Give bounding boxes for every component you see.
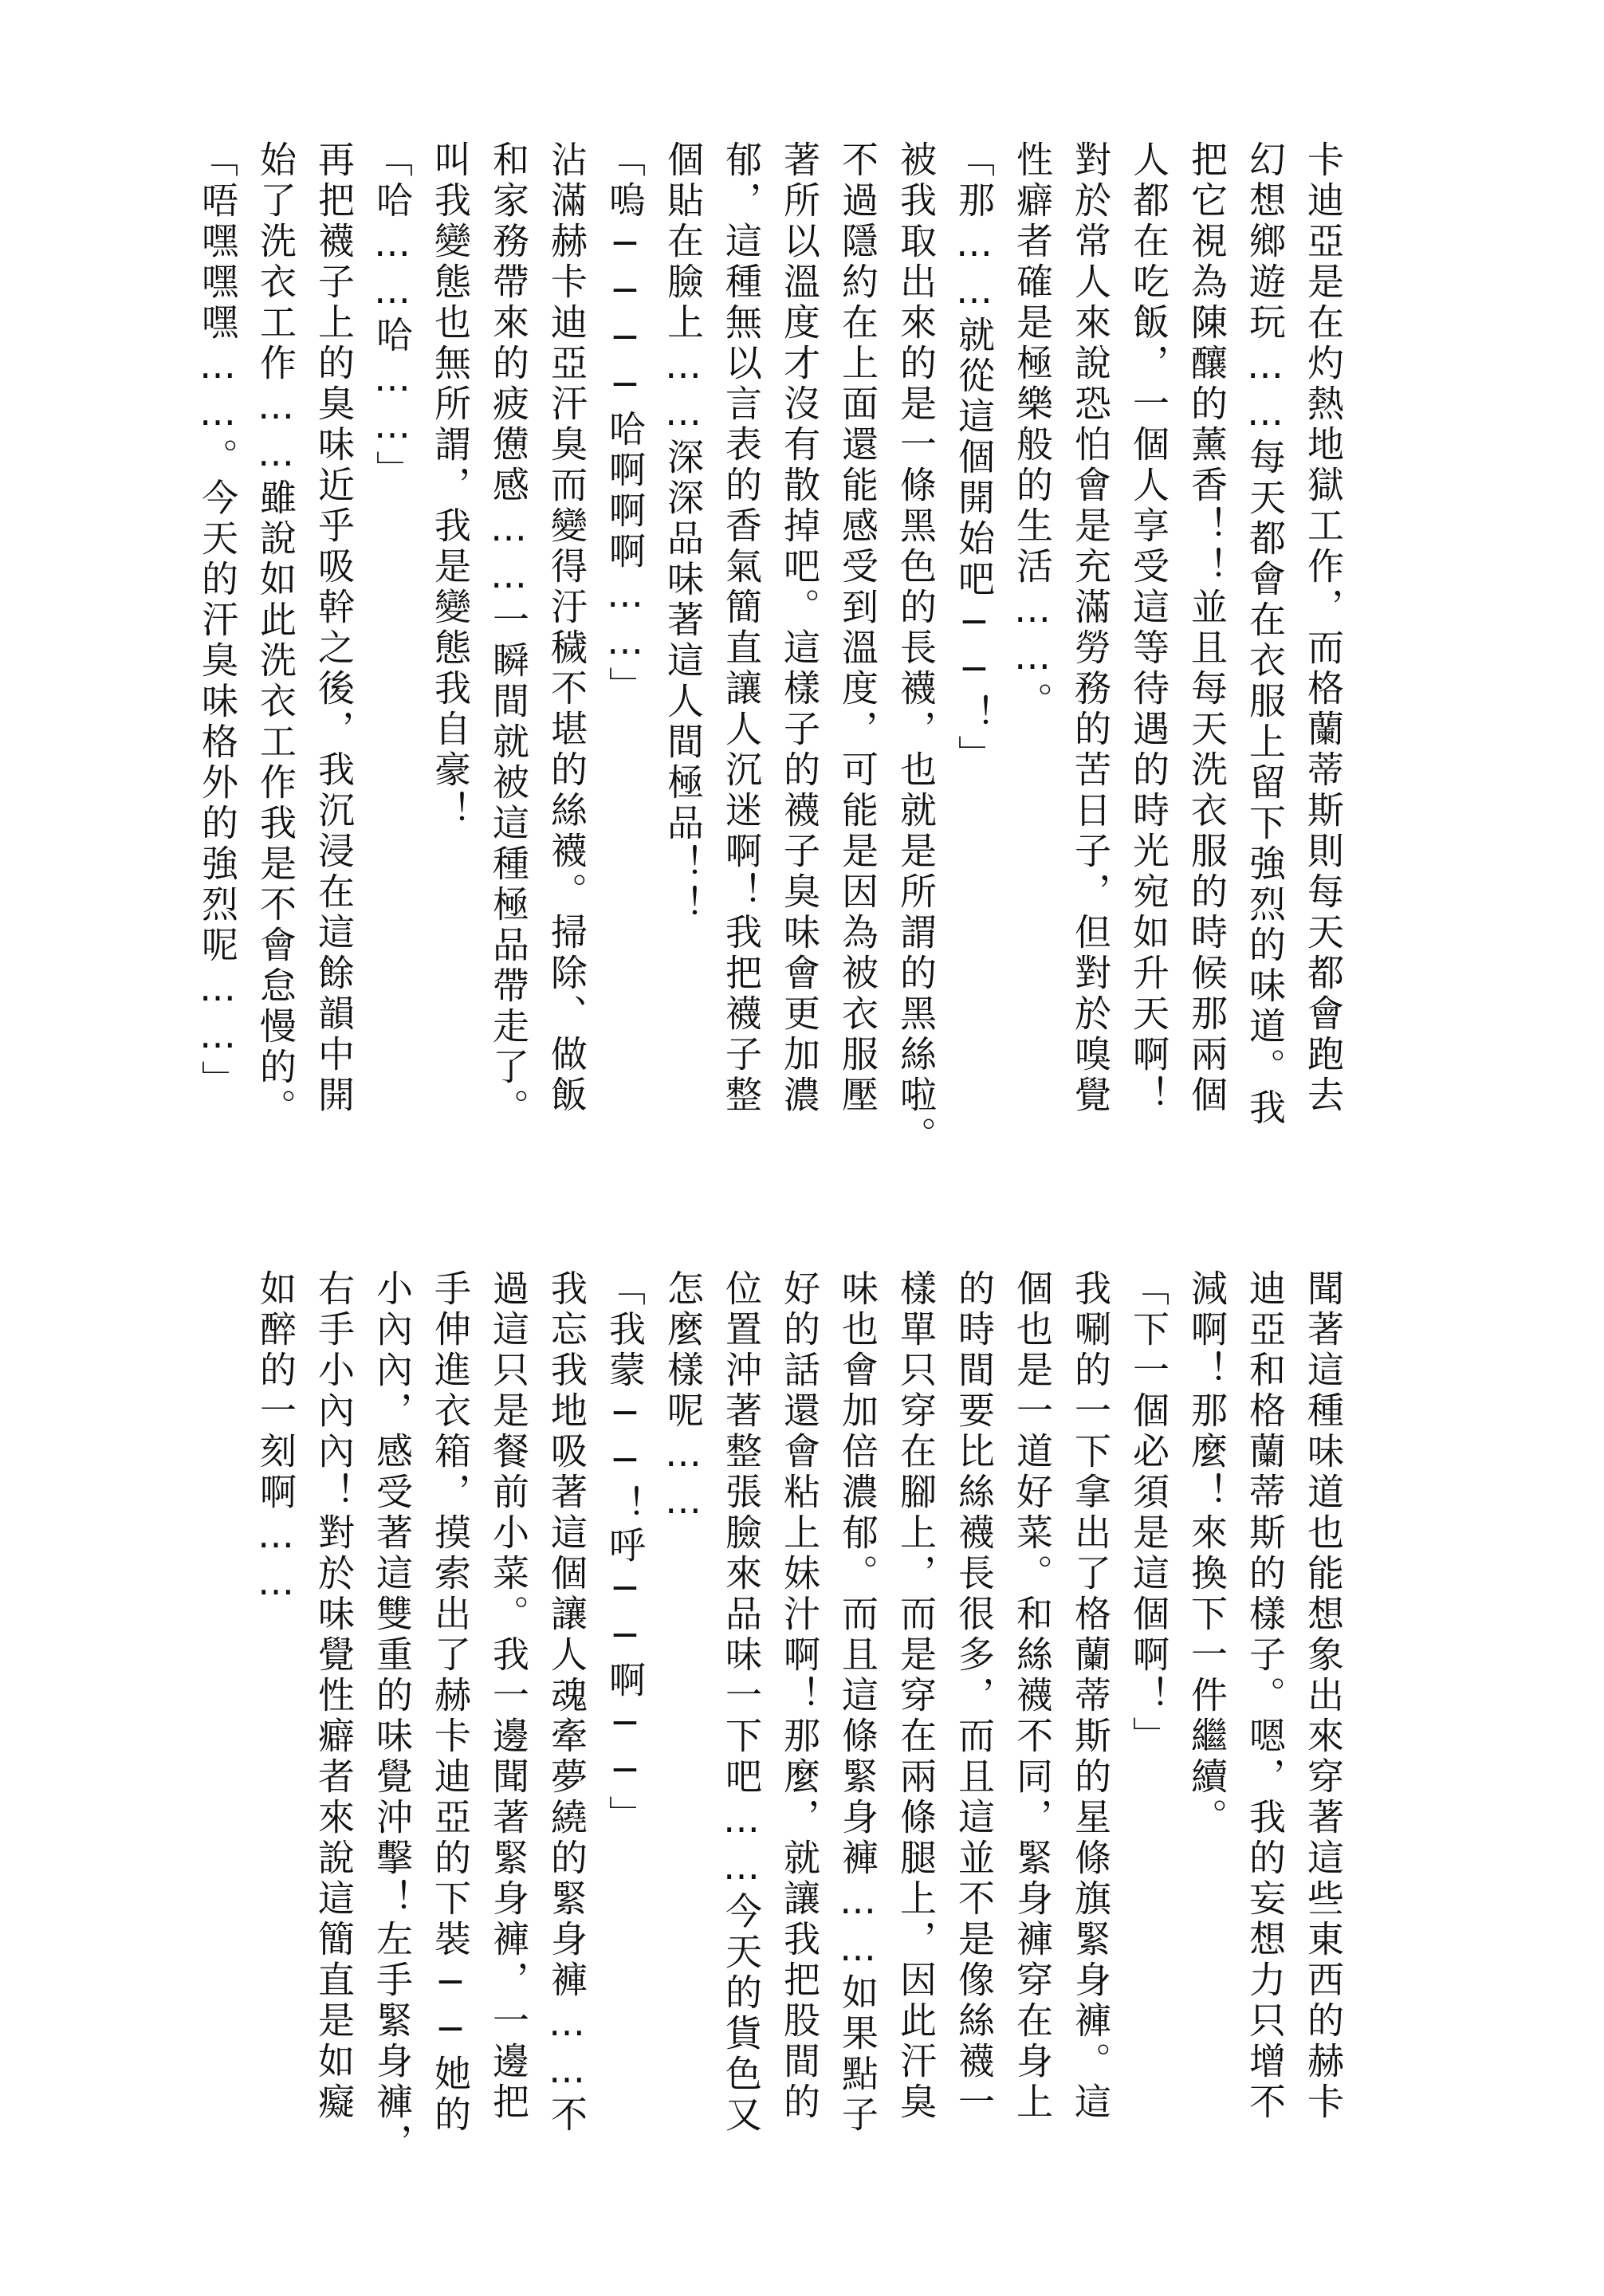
text-line: 人都在吃飯，一個人享受這等待遇的時光宛如升天啊！: [1127, 140, 1170, 1116]
text-line: 味也會加倍濃郁。而且這條緊身褲……如果點子: [836, 1269, 879, 2136]
text-line: 聞著這種味道也能想象出來穿著這些東西的赫卡: [1302, 1269, 1345, 2123]
bottom-text-block: [246, 1269, 1352, 2164]
dialogue-line: 「下一個必須是這個啊！」: [1127, 1269, 1170, 1757]
dialogue-line: 「我蒙──！呼──啊──」: [603, 1269, 647, 1836]
text-line: 過這只是餐前小菜。我一邊聞著緊身褲，一邊把: [487, 1269, 530, 2123]
text-line: 的時間要比絲襪長很多，而且這並不是像絲襪一: [953, 1269, 996, 2123]
text-line: 迪亞和格蘭蒂斯的樣子。嗯，我的妄想力只增不: [1244, 1269, 1287, 2123]
text-line: 對於常人來說恐怕會是充滿勞務的苦日子，但對於嗅覺: [1069, 140, 1112, 1116]
text-line: 我忘我地吸著這個讓人魂牽夢繞的緊身褲……不: [545, 1269, 588, 2136]
text-line: 郁，這種無以言表的香氣簡直讓人沉迷啊！我把襪子整: [720, 140, 763, 1116]
dialogue-line: 「哈……哈……」: [371, 140, 414, 491]
text-line: 位置沖著整張臉來品味一下吧……今天的貨色又: [720, 1269, 763, 2136]
text-line: 再把襪子上的臭味近乎吸幹之後，我沉浸在這餘韻中開: [313, 140, 356, 1116]
text-line: 不過隱約在上面還能感受到溫度，可能是因為被衣服壓: [836, 140, 879, 1116]
text-line: 性癖者確是極樂般的生活……。: [1011, 140, 1054, 722]
text-line: 卡迪亞是在灼熱地獄工作，而格蘭蒂斯則每天都會跑去: [1302, 140, 1345, 1116]
text-line: 個也是一道好菜。和絲襪不同，緊身褲穿在身上: [1011, 1269, 1054, 2123]
text-line: 把它視為陳釀的薰香！！並且每天洗衣服的時候那兩個: [1185, 140, 1229, 1116]
text-line: 手伸進衣箱，摸索出了赫卡迪亞的下裝──她的: [429, 1269, 472, 2136]
text-line: 叫我變態也無所謂，我是變態我自豪！: [429, 140, 472, 832]
text-line: 始了洗衣工作……雖說如此洗衣工作我是不會怠慢的。: [254, 140, 297, 1129]
dialogue-line: 「那……就從這個開始吧──！」: [953, 140, 996, 776]
text-line: 好的話還會粘上妹汁啊！那麼，就讓我把股間的: [778, 1269, 821, 2123]
top-text-block: [188, 140, 1352, 1157]
text-line: 樣單只穿在腳上，而是穿在兩條腿上，因此汗臭: [894, 1269, 938, 2123]
text-line: 怎麼樣呢……: [662, 1269, 705, 1526]
text-line: 我唰的一下拿出了格蘭蒂斯的星條旗緊身褲。這: [1069, 1269, 1112, 2123]
text-line: 被我取出來的是一條黑色的長襪，也就是所謂的黑絲啦。: [894, 140, 938, 1157]
text-line: 小內內，感受著這雙重的味覺沖擊！左手緊身褲，: [371, 1269, 414, 2164]
dialogue-line: 「嗚────哈啊啊啊……」: [603, 140, 647, 707]
text-line: 右手小內內！對於味覺性癖者來說這簡直是如癡: [313, 1269, 356, 2123]
text-line: 如醉的一刻啊……: [254, 1269, 297, 1607]
text-line: 著所以溫度才沒有散掉吧。這樣子的襪子臭味會更加濃: [778, 140, 821, 1116]
text-line: 和家務帶來的疲憊感……一瞬間就被這種極品帶走了。: [487, 140, 530, 1129]
dialogue-line: 「唔嘿嘿嘿……。今天的汗臭味格外的強烈呢……」: [196, 140, 239, 1101]
text-line: 減啊！那麼！來換下一件繼續。: [1185, 1269, 1229, 1838]
text-line: 沾滿赫卡迪亞汗臭而變得汙穢不堪的絲襪。掃除、做飯: [545, 140, 588, 1116]
text-line: 幻想鄉遊玩……每天都會在衣服上留下強烈的味道。我: [1244, 140, 1287, 1129]
text-line: 個貼在臉上……深深品味著這人間極品！！: [662, 140, 705, 926]
